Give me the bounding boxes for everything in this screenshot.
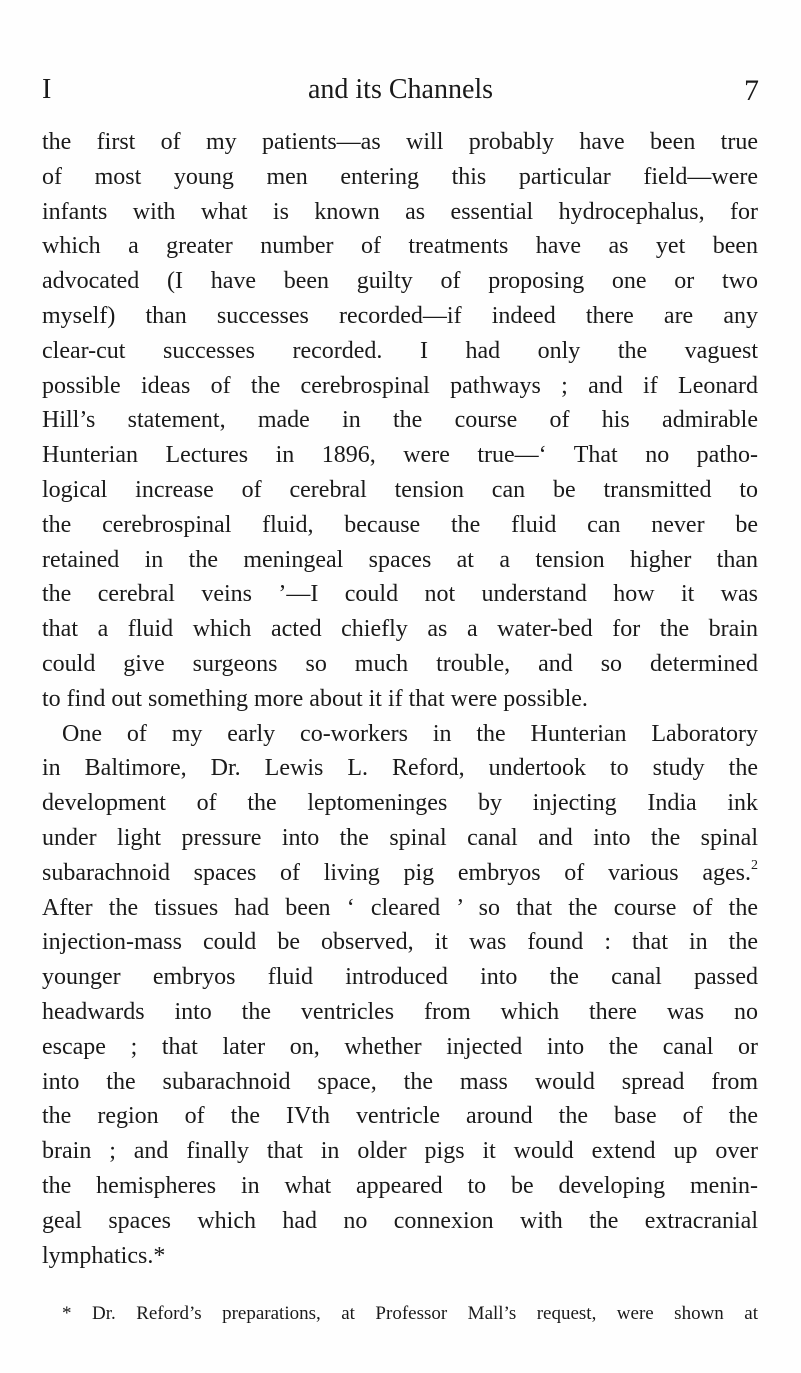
text-line: which a greater number of treatments have as yet been <box>42 233 758 260</box>
text-line: myself) than successes recorded—if indeed there are any <box>42 302 758 329</box>
text-line: advocated (I have been guilty of proposing one or two <box>42 268 758 295</box>
text-line: geal spaces which had no connexion with the extracranial <box>42 1207 758 1234</box>
text-line: to find out something more about it if that were possible. <box>42 685 588 712</box>
text-line: escape ; that later on, whether injected into the canal or <box>42 1033 758 1060</box>
text-line: in Baltimore, Dr. Lewis L. Reford, undertook to study the <box>42 755 758 782</box>
page-number: 7 <box>744 74 759 107</box>
text-line: logical increase of cerebral tension can be transmitted to <box>42 476 758 503</box>
footnote-reference: 2 <box>751 857 758 873</box>
text-line: injection-mass could be observed, it was found : that in the <box>42 929 758 956</box>
text-line: the cerebrospinal fluid, because the fluid can never be <box>42 511 758 538</box>
running-title: and its Channels <box>307 74 494 105</box>
text-line: the cerebral veins ’—I could not understand how it was <box>42 581 758 608</box>
text-line: infants with what is known as essential hydrocephalus, for <box>42 198 758 225</box>
text-line: could give surgeons so much trouble, and so determined <box>42 650 758 677</box>
text-line: into the subarachnoid space, the mass would spread from <box>42 1068 758 1095</box>
body-text <box>42 125 758 1273</box>
text-line: lymphatics.* <box>42 1242 166 1269</box>
text-line: brain ; and finally that in older pigs it would extend up over <box>42 1138 758 1165</box>
text-line: After the tissues had been ‘ cleared ’ so that the course of the <box>42 894 758 921</box>
text-line: the first of my patients—as will probably have been true <box>42 129 758 155</box>
text-line: retained in the meningeal spaces at a tension higher than <box>42 546 758 573</box>
text-line: development of the leptomeninges by injecting India ink <box>42 790 758 817</box>
text-line: One of my early co-workers in the Hunterian Laboratory <box>62 720 758 747</box>
text-line: under light pressure into the spinal canal and into the spinal <box>42 824 758 851</box>
text-line: the hemispheres in what appeared to be developing menin- <box>42 1172 758 1199</box>
text-line: of most young men entering this particular field—were <box>42 163 758 190</box>
text-line: Hill’s statement, made in the course of his admirable <box>42 407 758 434</box>
text-line-with-ref <box>42 856 758 891</box>
text-line: the region of the IVth ventricle around the base of the <box>42 1103 758 1130</box>
text-line: Hunterian Lectures in 1896, were true—‘ That no patho- <box>42 442 758 469</box>
text-line: that a fluid which acted chiefly as a water-bed for the brain <box>42 616 758 643</box>
running-header <box>42 74 759 114</box>
text-line: possible ideas of the cerebrospinal pathways ; and if Leonard <box>42 372 758 399</box>
text-line: clear-cut successes recorded. I had only the vaguest <box>42 337 758 364</box>
text-line: younger embryos fluid introduced into the canal passed <box>42 964 758 991</box>
text-line: subarachnoid spaces of living pig embryos of various ages. <box>42 859 751 886</box>
chapter-number: I <box>42 74 52 105</box>
footnote: * Dr. Reford’s preparations, at Professor Mall’s request, were shown at <box>62 1303 758 1324</box>
text-line: headwards into the ventricles from which there was no <box>42 998 758 1025</box>
